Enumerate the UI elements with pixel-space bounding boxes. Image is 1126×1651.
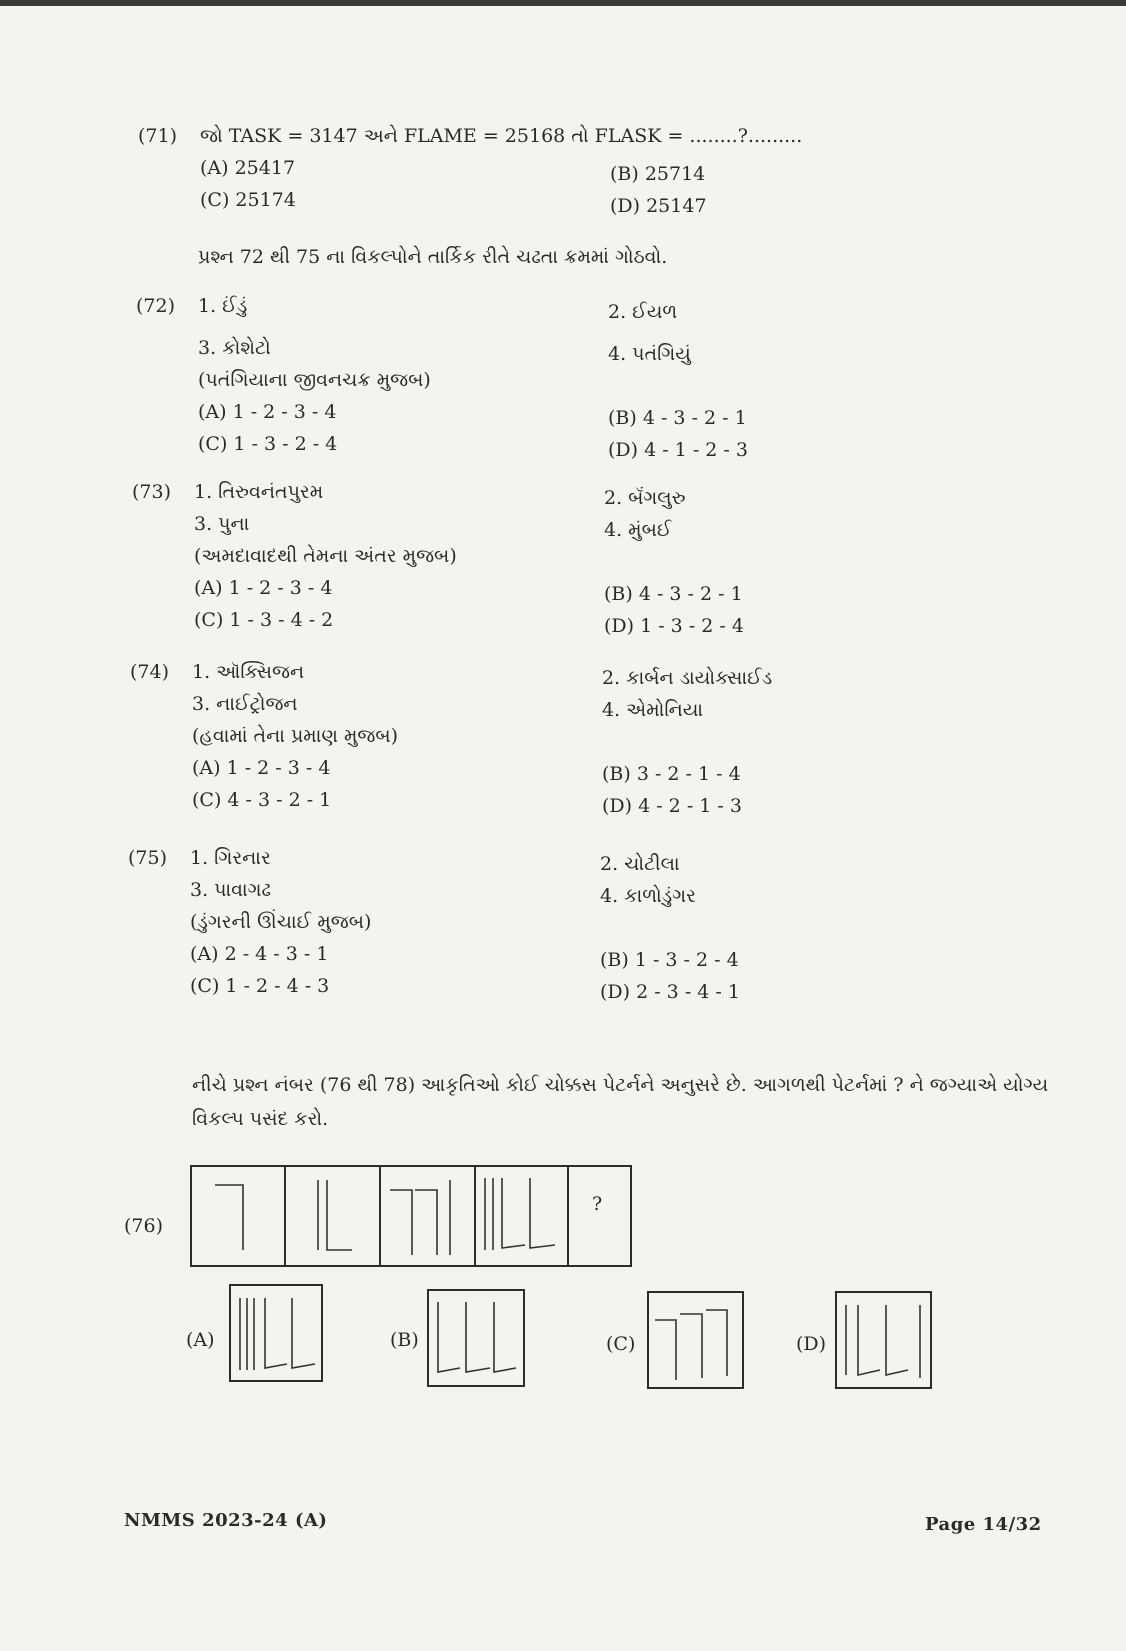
criterion: (પતંગિયાના જીવનચક્ર મુજબ): [198, 369, 431, 391]
item-2: 2. ચોટીલા: [600, 853, 680, 875]
question-number: (72): [136, 295, 176, 317]
option-c-figure: [648, 1292, 743, 1388]
item-4: 4. મુંબઈ: [604, 519, 672, 541]
item-1: 1. ઈંડું: [198, 295, 248, 317]
option-a: (A) 2 - 4 - 3 - 1: [190, 943, 329, 965]
option-b: (B) 4 - 3 - 2 - 1: [608, 407, 747, 429]
question-number: (76): [124, 1215, 164, 1237]
missing-figure: ?: [592, 1193, 603, 1215]
option-d: (D) 4 - 2 - 1 - 3: [602, 795, 742, 817]
item-4: 4. કાળોડુંગર: [600, 885, 696, 907]
option-d: (D) 1 - 3 - 2 - 4: [604, 615, 744, 637]
option-c: (C) 1 - 3 - 4 - 2: [194, 609, 334, 631]
question-number: (74): [130, 661, 170, 683]
scan-top-edge: [0, 0, 1126, 6]
option-d: (D) 4 - 1 - 2 - 3: [608, 439, 748, 461]
option-c-label: (C): [606, 1333, 636, 1355]
figure-4: [485, 1178, 555, 1250]
item-3: 3. કોશેટો: [198, 337, 271, 359]
option-c: (C) 1 - 2 - 4 - 3: [190, 975, 330, 997]
option-a-label: (A): [186, 1329, 215, 1351]
question-number: (73): [132, 481, 172, 503]
item-1: 1. ઑક્સિજન: [192, 661, 305, 683]
question-text: જો TASK = 3147 અને FLAME = 25168 તો FLASK = ........?.........: [200, 125, 803, 147]
option-b: (B) 25714: [610, 163, 706, 185]
question-number: (75): [128, 847, 168, 869]
figure-3: [390, 1180, 450, 1255]
figure-1: [215, 1185, 243, 1250]
item-3: 3. પુના: [194, 513, 250, 535]
question-71: [138, 120, 1060, 217]
item-3: 3. પાવાગઢ: [190, 879, 271, 901]
option-b-label: (B): [390, 1329, 419, 1351]
item-3: 3. નાઈટ્રોજન: [192, 693, 298, 715]
criterion: (હવામાં તેના પ્રમાણ મુજબ): [192, 725, 399, 747]
item-4: 4. એમોનિયા: [602, 699, 704, 721]
option-b-figure: [428, 1290, 524, 1386]
question-73: [132, 476, 1054, 637]
option-d: (D) 2 - 3 - 4 - 1: [600, 981, 740, 1003]
footer-exam-code: NMMS 2023-24 (A): [124, 1510, 328, 1531]
option-a: (A) 25417: [200, 157, 296, 179]
option-c: (C) 4 - 3 - 2 - 1: [192, 789, 332, 811]
option-d-figure: [836, 1292, 931, 1388]
question-75: [128, 842, 1050, 1003]
option-d-label: (D): [796, 1333, 827, 1355]
option-a-figure: [230, 1285, 322, 1381]
item-2: 2. બૅંગલુરુ: [604, 487, 686, 509]
item-2: 2. ઈયળ: [608, 301, 678, 323]
item-2: 2. કાર્બન ડાયોક્સાઈડ: [602, 667, 773, 689]
criterion: (ડુંગરની ઊંચાઈ મુજબ): [190, 911, 372, 933]
item-1: 1. ગિરનાર: [190, 847, 271, 869]
option-b: (B) 4 - 3 - 2 - 1: [604, 583, 743, 605]
question-76-figure: [0, 1150, 1126, 1430]
option-a: (A) 1 - 2 - 3 - 4: [198, 401, 337, 423]
criterion: (અમદાવાદથી તેમના અંતર મુજબ): [194, 545, 457, 567]
question-72: [136, 290, 1058, 461]
footer-page-number: Page 14/32: [925, 1514, 1042, 1535]
instruction-72-75: પ્રશ્ન 72 થી 75 ના વિકલ્પોને તાર્કિક રીતે ચઢતા ક્રમમાં ગોઠવો.: [198, 246, 668, 268]
option-b: (B) 1 - 3 - 2 - 4: [600, 949, 739, 971]
option-c: (C) 1 - 3 - 2 - 4: [198, 433, 338, 455]
option-c: (C) 25174: [200, 189, 296, 211]
question-number: (71): [138, 125, 178, 147]
question-74: [130, 656, 1052, 817]
figure-2: [318, 1180, 352, 1250]
item-1: 1. તિરુવનંતપુરમ: [194, 481, 324, 503]
option-a: (A) 1 - 2 - 3 - 4: [194, 577, 333, 599]
item-4: 4. પતંગિયું: [608, 343, 691, 365]
series-strip: [191, 1166, 631, 1266]
instruction-76-78: નીચે પ્રશ્ન નંબર (76 થી 78) આકૃતિઓ કોઈ ચોક્કસ પેટર્નને અનુસરે છે. આગળથી પેટર્નમાં ? ને જગ્યાએ યોગ્ય વિકલ્પ પસંદ કરો.: [192, 1074, 1049, 1130]
option-b: (B) 3 - 2 - 1 - 4: [602, 763, 741, 785]
option-d: (D) 25147: [610, 195, 707, 217]
option-a: (A) 1 - 2 - 3 - 4: [192, 757, 331, 779]
